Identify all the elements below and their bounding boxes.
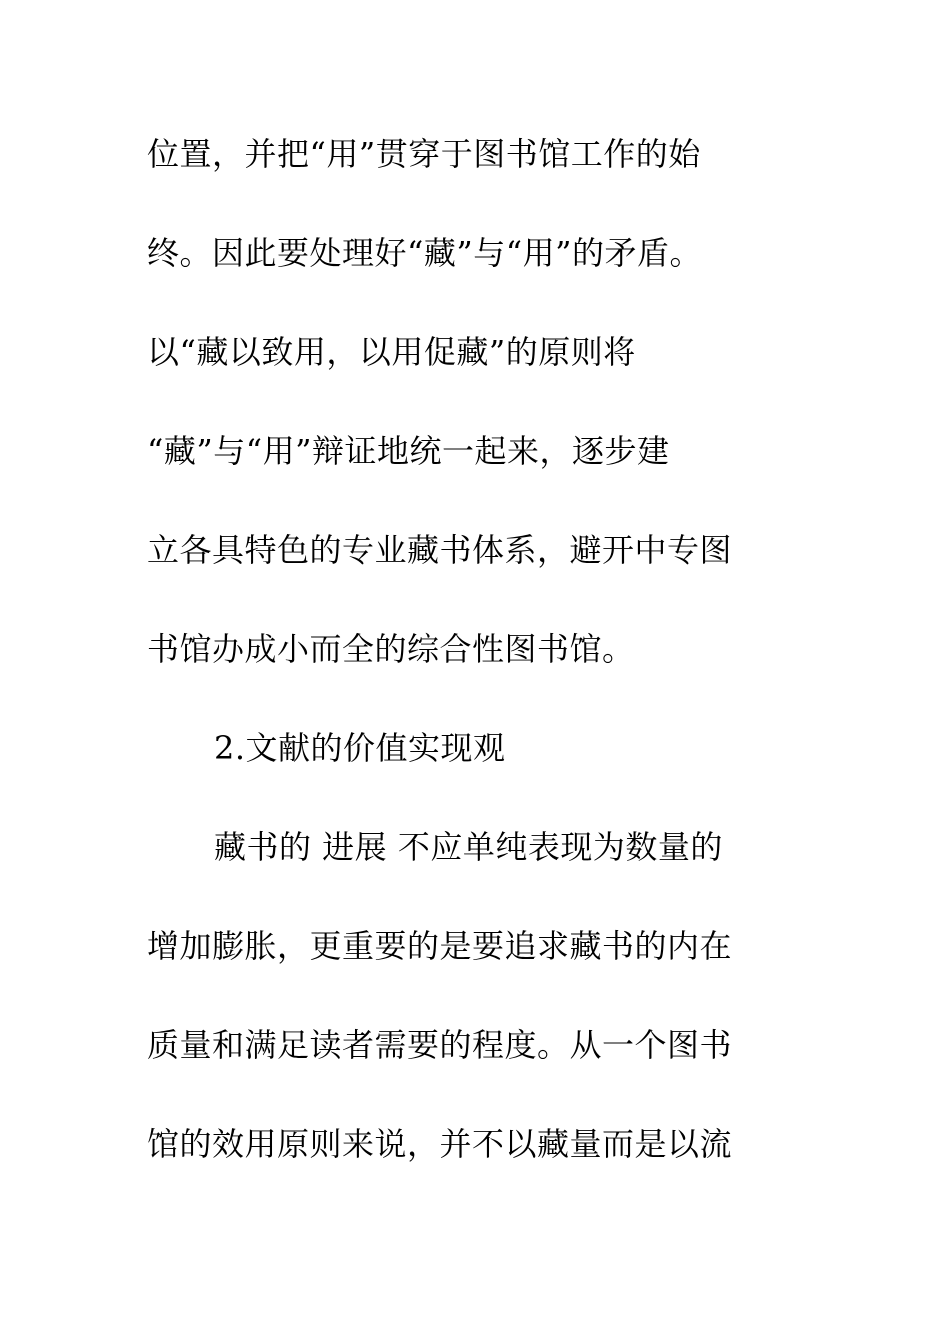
text-line: “藏”与“用”辩证地统一起来，逐步建	[147, 432, 670, 470]
section-heading: 2.文献的价值实现观	[214, 729, 506, 767]
text-line: 书馆办成小而全的综合性图书馆。	[147, 630, 635, 668]
text-line: 立各具特色的专业藏书体系，避开中专图	[147, 531, 733, 569]
text-line: 以“藏以致用，以用促藏”的原则将	[147, 333, 636, 371]
text-line: 质量和满足读者需要的程度。从一个图书	[147, 1026, 733, 1064]
text-line: 终。因此要处理好“藏”与“用”的矛盾。	[147, 234, 702, 272]
text-line: 增加膨胀，更重要的是要追求藏书的内在	[147, 927, 733, 965]
text-line: 位置，并把“用”贯穿于图书馆工作的始	[147, 135, 701, 173]
text-line: 藏书的 进展 不应单纯表现为数量的	[214, 828, 723, 866]
text-line: 馆的效用原则来说，并不以藏量而是以流	[147, 1125, 733, 1163]
